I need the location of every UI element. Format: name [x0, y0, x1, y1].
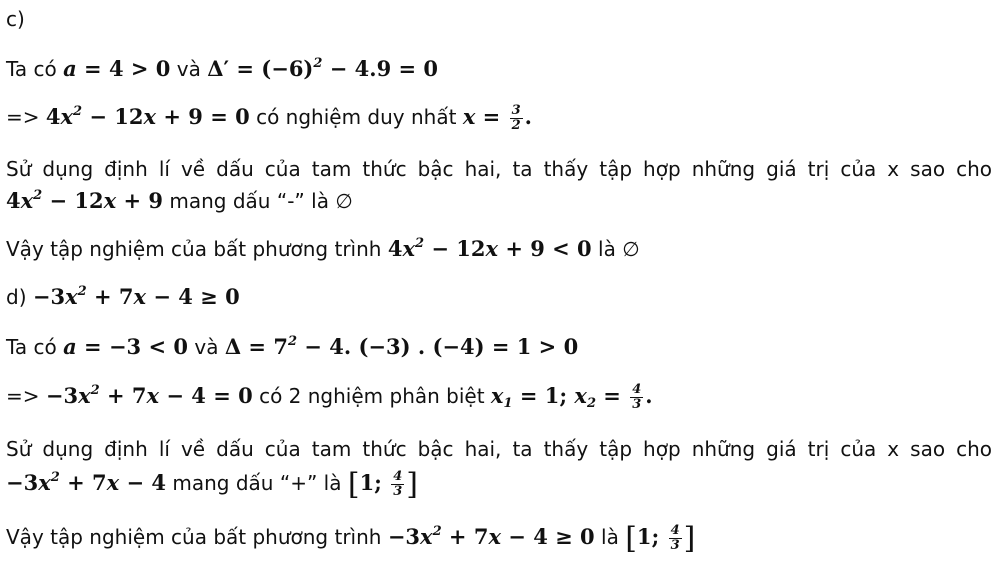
va-text: và [176, 57, 201, 81]
conclusion-text: Vậy tập nghiệm của bất phương trình [6, 525, 382, 549]
part-c-line-conclusion [6, 236, 992, 262]
part-d-line-discriminant [6, 334, 992, 360]
ta-co-text: Ta có [6, 57, 57, 81]
formula-interval-final: [1; $\frac{4}{3}$ ] [625, 521, 696, 556]
two-roots-text: có 2 nghiệm phân biệt [259, 384, 485, 408]
formula-interval: [1; $\frac{4}{3}$ ] [347, 467, 419, 502]
formula-inequality-d: $-3x^2 + 7x - 4 \ge 0$ [32, 284, 240, 309]
fraction-4-3: $\frac{4}{3}$ [632, 382, 642, 412]
part-d-line-conclusion [6, 521, 992, 556]
part-c-line-sign [6, 188, 992, 214]
part-d-line-roots [6, 383, 992, 412]
formula-quadratic-c: $4x^2 - 12x + 9 = 0$ [45, 104, 250, 129]
formula-root-value: x = $\frac{3}{2}$ . [462, 103, 532, 133]
implies-text: => [6, 105, 40, 129]
theorem-text: Sử dụng định lí về dấu của tam thức bậc hai, ta thấy tập hợp những giá trị của x sao cho [6, 437, 992, 461]
positive-sign-text: mang dấu “+” là [172, 471, 342, 495]
formula-delta-prime: $\Delta' = (-6)^2 - 4.9 = 0$ [207, 56, 439, 81]
part-c-label-text: c) [6, 7, 25, 31]
formula-inequality-d-final: $-3x^2 + 7x - 4 \ge 0$ [387, 524, 595, 549]
fraction-4-3: $\frac{4}{3}$ [393, 469, 403, 499]
theorem-text: Sử dụng định lí về dấu của tam thức bậc hai, ta thấy tập hợp những giá trị của x sao cho [6, 157, 992, 181]
formula-delta: $\Delta = 7^2 - 4$. (−3) . (−4) = 1 > 0 [224, 334, 579, 359]
conclusion-text: Vậy tập nghiệm của bất phương trình [6, 237, 382, 261]
unique-root-text: có nghiệm duy nhất [256, 105, 457, 129]
formula-a-negative: a = −3 < 0 [63, 334, 188, 359]
fraction-3-2: $\frac{3}{2}$ [511, 103, 521, 133]
part-d-line-sign [6, 467, 992, 502]
formula-trinomial-d: $-3x^2 + 7x - 4$ [6, 470, 167, 495]
ta-co-text: Ta có [6, 335, 57, 359]
part-d-line-theorem [6, 436, 992, 462]
empty-set-symbol: ∅ [622, 237, 640, 261]
formula-quadratic-d: $-3x^2 + 7x - 4 = 0$ [45, 383, 253, 408]
part-d-header [6, 284, 992, 310]
empty-set-symbol: ∅ [335, 189, 353, 213]
part-c-line-theorem [6, 156, 992, 182]
formula-inequality-c: $4x^2 - 12x + 9 < 0$ [387, 236, 592, 261]
part-c-line-discriminant [6, 56, 992, 82]
implies-text: => [6, 384, 40, 408]
part-c-line-root [6, 104, 992, 133]
part-c-label [6, 6, 992, 32]
fraction-4-3: $\frac{4}{3}$ [670, 523, 680, 553]
formula-trinomial-c: $4x^2 - 12x + 9$ [6, 188, 164, 213]
la-text: là [601, 525, 619, 549]
la-text: là [598, 237, 616, 261]
va-text: và [194, 335, 219, 359]
formula-a-positive: a = 4 > 0 [63, 56, 171, 81]
formula-roots-values: $x_1 = 1$; $x_2$ = $\frac{4}{3}$ . [490, 382, 653, 412]
negative-sign-text: mang dấu “-” là [169, 189, 329, 213]
part-d-label: d) [6, 285, 27, 309]
